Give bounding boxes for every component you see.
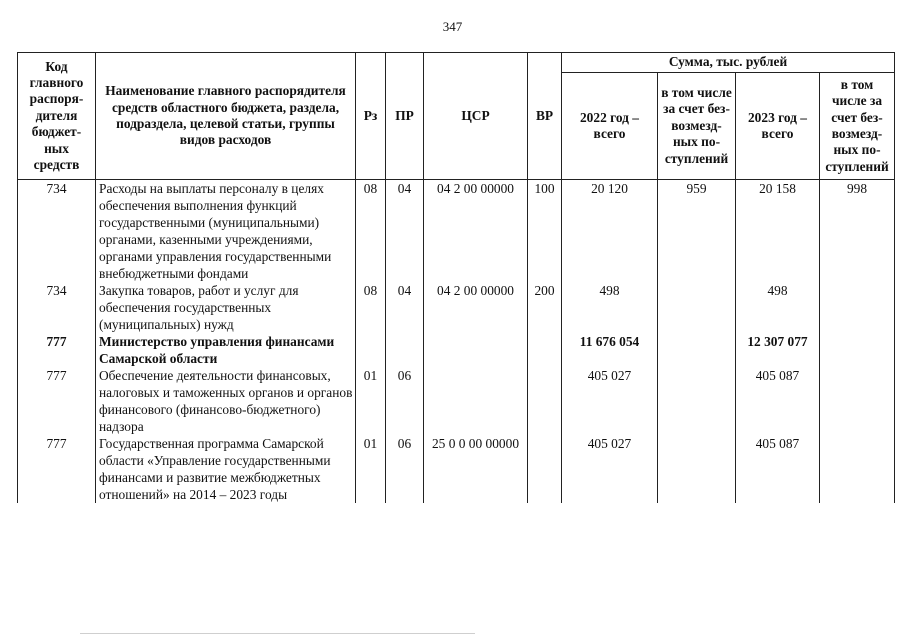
table-row [18,367,895,435]
cell-2023-grants [820,367,895,435]
cell-code: 777 [18,367,96,435]
cell-csr: 04 2 00 00000 [424,282,528,333]
table-row [18,435,895,503]
cell-vr [528,435,562,503]
cell-pr: 06 [386,367,424,435]
header-sum-group: Сумма, тыс. рублей [562,53,895,73]
cell-2022-grants [658,367,736,435]
cell-vr [528,333,562,367]
cell-code: 777 [18,333,96,367]
cell-csr: 04 2 00 00000 [424,180,528,283]
table-body [18,180,895,504]
cell-rz: 01 [356,367,386,435]
table-row [18,333,895,367]
cell-pr [386,333,424,367]
cell-2022-grants [658,435,736,503]
cell-code: 734 [18,180,96,283]
cell-2023-total: 498 [736,282,820,333]
cell-name: Расходы на выплаты персоналу в целях обеспечения выполнения функций государственными (муниципальными) органами, казенными учреждениями, органами управления государственными внебюджетными фондами [96,180,356,283]
cell-rz: 08 [356,282,386,333]
cell-2023-total: 405 087 [736,367,820,435]
cell-name: Государственная программа Самарской области «Управление государственными финансами и развитие межбюджетных отношений» на 2014 – 2023 годы [96,435,356,503]
cell-csr [424,367,528,435]
cell-2023-grants [820,282,895,333]
scan-artifact-line [80,633,475,634]
cell-code: 777 [18,435,96,503]
header-pr: ПР [386,53,424,180]
cell-2022-grants: 959 [658,180,736,283]
cell-rz: 08 [356,180,386,283]
cell-2022-total: 20 120 [562,180,658,283]
cell-2022-total: 405 027 [562,435,658,503]
cell-2022-grants [658,282,736,333]
cell-vr: 200 [528,282,562,333]
cell-2022-grants [658,333,736,367]
cell-2023-total: 405 087 [736,435,820,503]
cell-csr: 25 0 0 00 00000 [424,435,528,503]
budget-table [17,52,895,503]
page-number: 347 [442,19,463,34]
header-rz: Рз [356,53,386,180]
cell-name: Обеспечение деятельности финансовых, налоговых и таможенных органов и органов финансового (финансово-бюджетного) надзора [96,367,356,435]
cell-pr: 04 [386,282,424,333]
cell-2023-total: 12 307 077 [736,333,820,367]
cell-vr: 100 [528,180,562,283]
table-row [18,180,895,283]
cell-2022-total: 498 [562,282,658,333]
header-2023-grants: в том числе за счет без-возмезд-ных по-ступлений [820,73,895,180]
cell-2023-total: 20 158 [736,180,820,283]
header-2022-total: 2022 год – всего [562,73,658,180]
cell-name: Министерство управления финансами Самарской области [96,333,356,367]
header-code: Код главного распоря-дителя бюджет-ных средств [18,53,96,180]
header-2022-grants: в том числе за счет без-возмезд-ных по-ступлений [658,73,736,180]
cell-code: 734 [18,282,96,333]
table-row [18,282,895,333]
header-2023-total: 2023 год – всего [736,73,820,180]
cell-2023-grants [820,333,895,367]
cell-name: Закупка товаров, работ и услуг для обеспечения государственных (муниципальных) нужд [96,282,356,333]
cell-csr [424,333,528,367]
cell-vr [528,367,562,435]
header-vr: ВР [528,53,562,180]
cell-2023-grants [820,435,895,503]
header-csr: ЦСР [424,53,528,180]
cell-2023-grants: 998 [820,180,895,283]
table-header [18,53,895,180]
cell-pr: 04 [386,180,424,283]
cell-rz [356,333,386,367]
cell-2022-total: 11 676 054 [562,333,658,367]
cell-pr: 06 [386,435,424,503]
cell-rz: 01 [356,435,386,503]
header-name: Наименование главного распорядителя средств областного бюджета, раздела, подраздела, целевой статьи, группы видов расходов [96,53,356,180]
cell-2022-total: 405 027 [562,367,658,435]
